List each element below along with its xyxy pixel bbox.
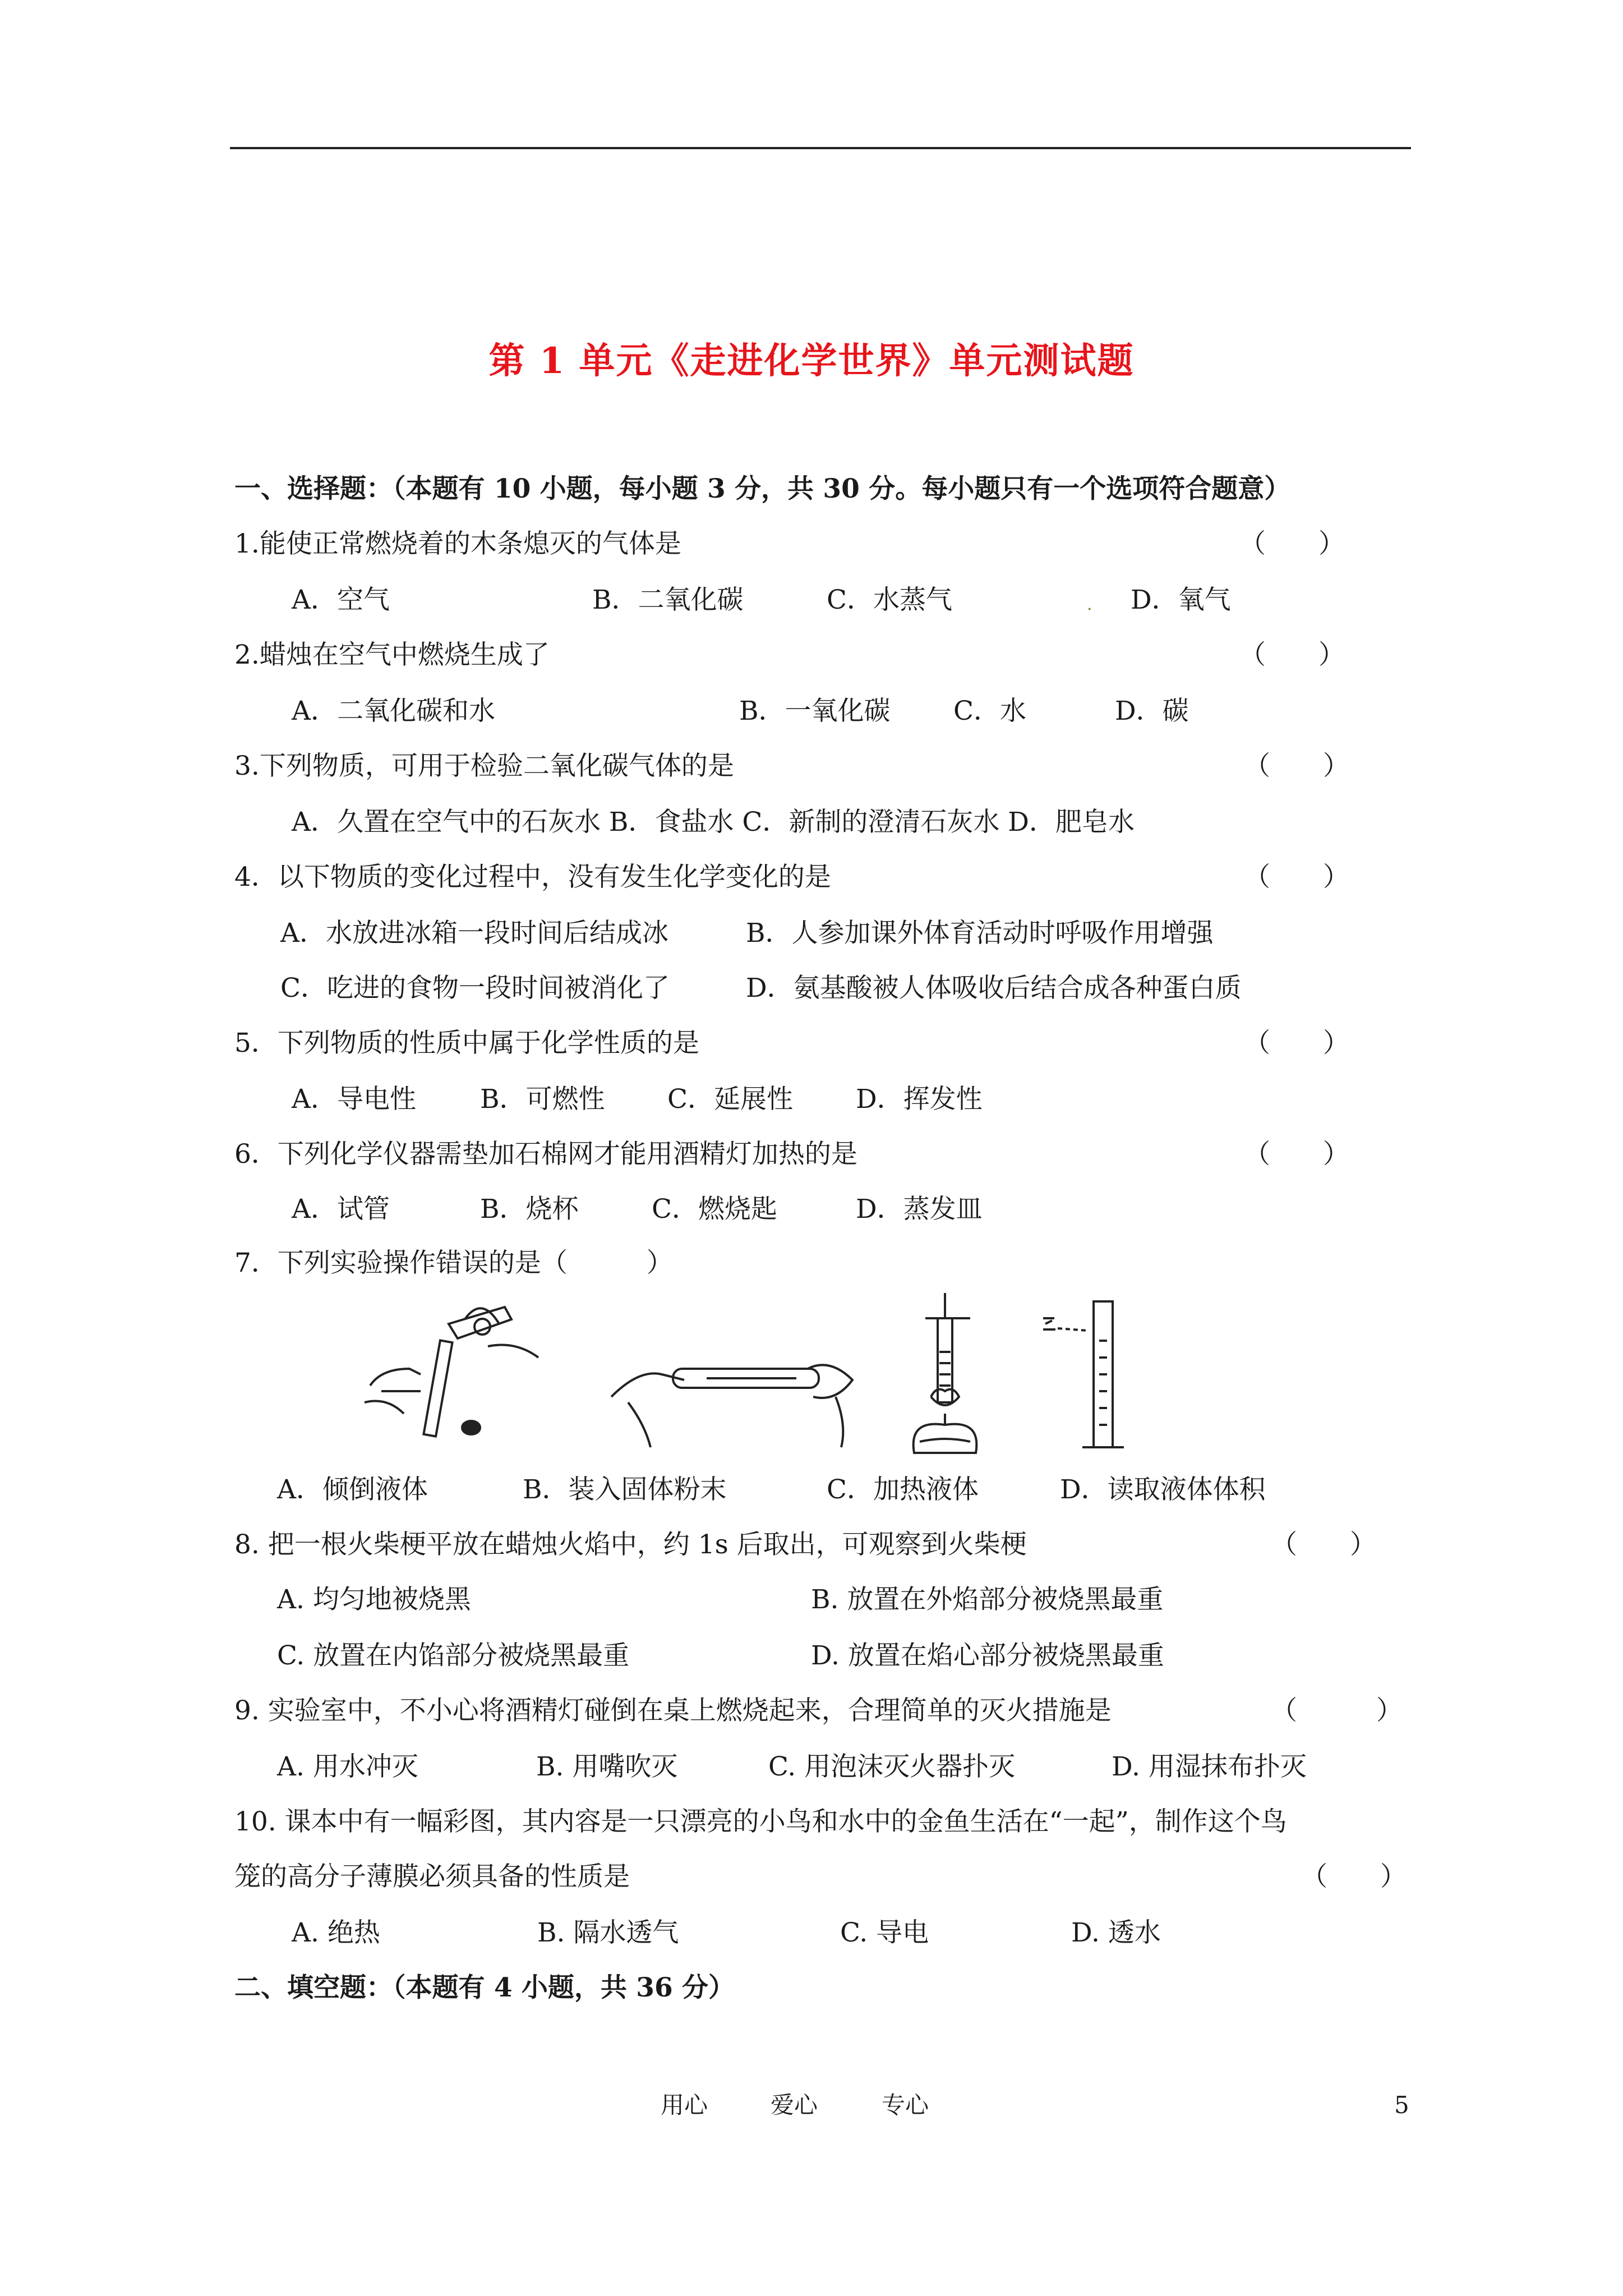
question-1-option-c: C．水蒸气 xyxy=(827,585,952,615)
section-fill-in-heading: 二、填空题：（本题有 4 小题，共 36 分） xyxy=(234,1972,735,2003)
question-2-option-d: D．碳 xyxy=(1115,696,1189,726)
question-9-option-a: A. 用水冲灭 xyxy=(277,1751,418,1782)
loading-powder-illustration xyxy=(611,1365,852,1447)
question-7-stem: 7．下列实验操作错误的是（ ） xyxy=(234,1248,673,1278)
question-5-option-c: C．延展性 xyxy=(667,1084,793,1115)
question-2-stem: 2.蜡烛在空气中燃烧生成了 xyxy=(234,639,550,670)
header-rule xyxy=(230,147,1411,149)
question-7-option-a: A．倾倒液体 xyxy=(277,1474,428,1505)
answer-paren: （ ） xyxy=(1244,751,1349,781)
question-8-option-a: A. 均匀地被烧黑 xyxy=(277,1584,471,1615)
question-6-option-d: D．蒸发皿 xyxy=(856,1194,983,1225)
question-8-option-d: D. 放置在焰心部分被烧黑最重 xyxy=(811,1640,1164,1671)
question-9-option-d: D. 用湿抹布扑灭 xyxy=(1112,1751,1307,1782)
answer-paren: （ ） xyxy=(1301,1861,1407,1892)
question-8-stem: 8. 把一根火柴梗平放在蜡烛火焰中，约 1s 后取出，可观察到火柴梗 xyxy=(234,1529,1027,1560)
question-6-option-a: A．试管 xyxy=(292,1194,390,1225)
answer-paren: （ ） xyxy=(1271,1529,1376,1560)
question-1-option-d: D．氧气 xyxy=(1131,585,1231,615)
question-3-stem: 3.下列物质，可用于检验二氧化碳气体的是 xyxy=(234,751,734,781)
question-10-stem: 10. 课本中有一幅彩图，其内容是一只漂亮的小鸟和水中的金鱼生活在“一起”，制作这个鸟 xyxy=(234,1806,1287,1837)
question-6-stem: 6．下列化学仪器需垫加石棉网才能用酒精灯加热的是 xyxy=(234,1139,857,1170)
reading-volume-illustration xyxy=(1043,1301,1124,1447)
answer-paren: （ ） xyxy=(1244,1028,1349,1059)
question-1-option-b: B．二氧化碳 xyxy=(592,585,744,615)
pouring-liquid-illustration xyxy=(365,1307,538,1437)
question-9-stem: 9. 实验室中，不小心将酒精灯碰倒在桌上燃烧起来，合理简单的灭火措施是 xyxy=(234,1695,1112,1726)
answer-paren: （ ） xyxy=(1244,862,1349,892)
answer-paren: （ ） xyxy=(1239,639,1345,670)
question-1-stem: 1.能使正常燃烧着的木条熄灭的气体是 xyxy=(234,528,681,559)
answer-paren: （ ） xyxy=(1271,1695,1403,1726)
question-2-option-a: A．二氧化碳和水 xyxy=(292,696,495,726)
footer-motto-1: 用心 xyxy=(661,2091,708,2119)
answer-paren: （ ） xyxy=(1244,1139,1349,1170)
heating-liquid-illustration xyxy=(914,1293,977,1453)
page-number: 5 xyxy=(1394,2091,1409,2119)
question-10-option-c: C. 导电 xyxy=(840,1917,929,1948)
page-title: 第 1 单元《走进化学世界》单元测试题 xyxy=(488,340,1135,382)
question-6-option-c: C．燃烧匙 xyxy=(652,1194,777,1225)
stray-dot: . xyxy=(1087,595,1092,614)
question-5-option-b: B．可燃性 xyxy=(480,1084,605,1115)
question-4-option-b: B．人参加课外体育活动时呼吸作用增强 xyxy=(746,918,1214,949)
question-5-option-d: D．挥发性 xyxy=(856,1084,983,1115)
question-7-option-b: B．装入固体粉末 xyxy=(523,1474,727,1505)
question-4-option-d: D．氨基酸被人体吸收后结合成各种蛋白质 xyxy=(746,973,1242,1004)
question-8-option-c: C. 放置在内馅部分被烧黑最重 xyxy=(277,1640,630,1671)
question-3-options: A．久置在空气中的石灰水 B．食盐水 C．新制的澄清石灰水 D．肥皂水 xyxy=(292,807,1135,838)
question-1-option-a: A．空气 xyxy=(292,585,390,615)
question-2-option-b: B．一氧化碳 xyxy=(739,696,891,726)
question-4-option-c: C．吃进的食物一段时间被消化了 xyxy=(280,973,670,1004)
footer-motto-3: 专心 xyxy=(882,2091,929,2119)
question-8-option-b: B. 放置在外焰部分被烧黑最重 xyxy=(811,1584,1164,1615)
question-10-option-d: D. 透水 xyxy=(1071,1917,1161,1948)
question-9-option-b: B. 用嘴吹灭 xyxy=(536,1751,678,1782)
question-5-option-a: A．导电性 xyxy=(292,1084,416,1115)
question-6-option-b: B．烧杯 xyxy=(480,1194,579,1225)
question-5-stem: 5．下列物质的性质中属于化学性质的是 xyxy=(234,1028,699,1059)
question-10-option-a: A. 绝热 xyxy=(292,1917,380,1948)
answer-paren: （ ） xyxy=(1239,528,1345,559)
question-4-option-a: A．水放进冰箱一段时间后结成冰 xyxy=(280,918,668,949)
question-7-option-d: D．读取液体体积 xyxy=(1060,1474,1266,1505)
footer-motto-2: 爱心 xyxy=(771,2091,818,2119)
question-10-option-b: B. 隔水透气 xyxy=(537,1917,679,1948)
question-10-stem-continued: 笼的高分子薄膜必须具备的性质是 xyxy=(234,1861,630,1892)
section-choice-heading: 一、选择题：（本题有 10 小题，每小题 3 分，共 30 分。每小题只有一个选项符合题意） xyxy=(234,473,1291,504)
question-7-option-c: C．加热液体 xyxy=(827,1474,979,1505)
question-9-option-c: C. 用泡沫灭火器扑灭 xyxy=(768,1751,1016,1782)
question-4-stem: 4．以下物质的变化过程中，没有发生化学变化的是 xyxy=(234,862,831,892)
question-2-option-c: C．水 xyxy=(953,696,1026,726)
lab-operations-figure xyxy=(348,1285,1155,1464)
